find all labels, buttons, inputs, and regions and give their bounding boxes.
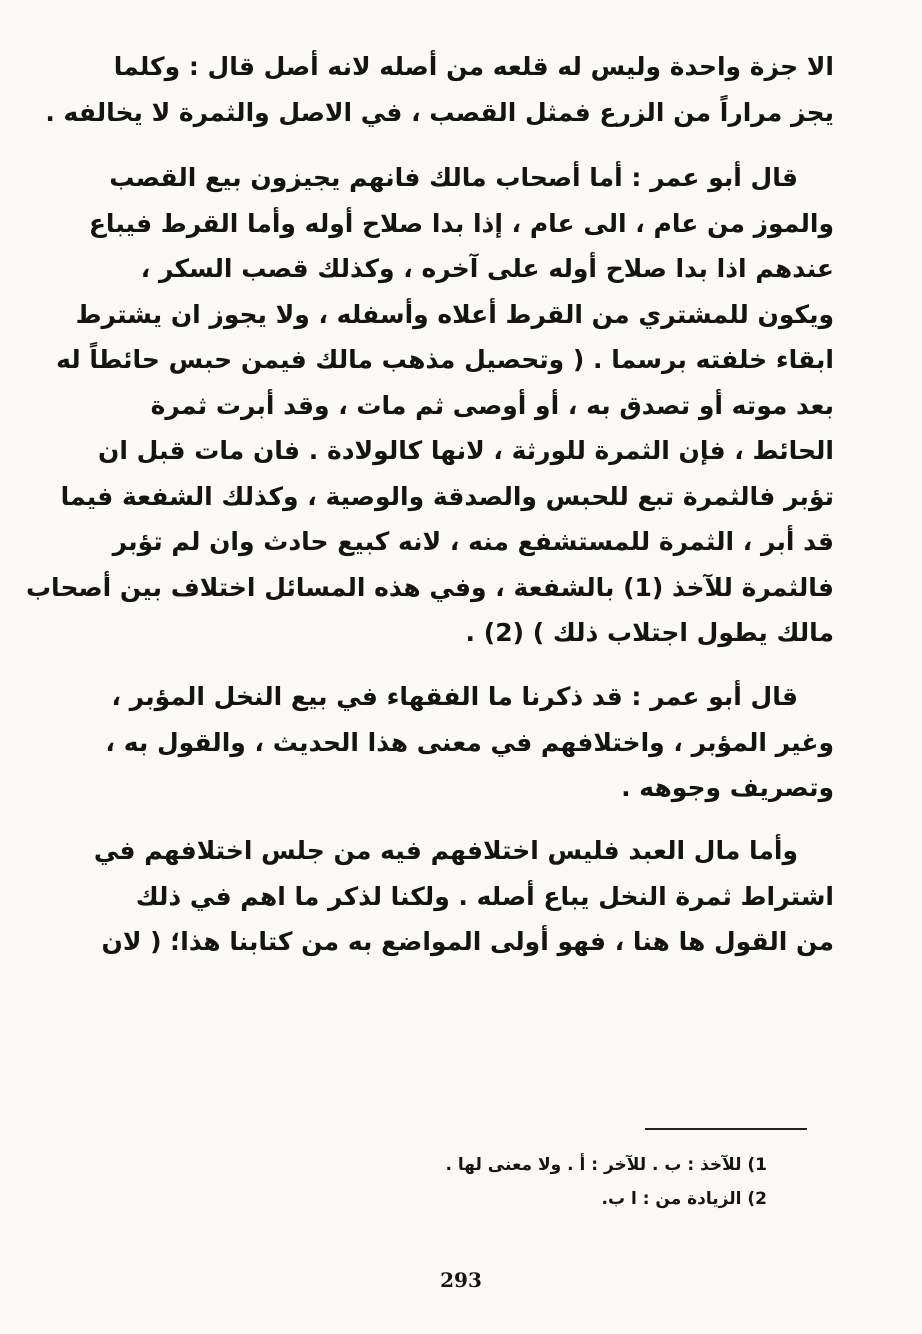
text-line: قال أبو عمر : قد ذكرنا ما الفقهاء في بيع النخل المؤبر ، xyxy=(111,682,798,711)
text-line: من القول ها هنا ، فهو أولى المواضع به من كتابنا هذا؛ ( لان xyxy=(101,927,834,956)
paragraph-3 xyxy=(105,674,834,811)
text-line: ويكون للمشتري من القرط أعلاه وأسفله ، ولا يجوز ان يشترط xyxy=(75,299,834,329)
text-line: الا جزة واحدة وليس له قلعه من أصله لانه أصل قال : وكلما xyxy=(113,52,834,81)
footnote-separator xyxy=(645,1128,807,1130)
paragraph-2 xyxy=(25,155,834,656)
text-line: وغير المؤبر ، واختلافهم في معنى هذا الحديث ، والقول به ، xyxy=(105,727,834,757)
paragraph-1 xyxy=(45,44,834,135)
text-line: قد أبر ، الثمرة للمستشفع منه ، لانه كبيع حادث وان لم تؤبر xyxy=(112,527,834,556)
text-line: الحائط ، فإن الثمرة للورثة ، لانها كالولادة . فان مات قبل ان xyxy=(98,436,834,465)
text-line: ابقاء خلفته برسما . ( وتحصيل مذهب مالك فيمن حبس حائطاً له xyxy=(56,345,834,374)
page-number: 293 xyxy=(440,1268,482,1292)
text-line: وأما مال العبد فليس اختلافهم فيه من جلس اختلافهم في xyxy=(93,836,798,865)
text-line: والموز من عام ، الى عام ، إذا بدا صلاح أوله وأما القرط فيباع xyxy=(88,208,834,238)
footnote-2: 2) الزيادة من : ا ب. xyxy=(601,1189,767,1209)
text-line: وتصريف وجوهه . xyxy=(621,773,834,802)
text-line: قال أبو عمر : أما أصحاب مالك فانهم يجيزون بيع القصب xyxy=(109,163,798,192)
text-line: يجز مراراً من الزرع فمثل القصب ، في الاصل والثمرة لا يخالفه . xyxy=(45,97,834,127)
footnotes xyxy=(446,1148,767,1216)
text-line: فالثمرة للآخذ (1) بالشفعة ، وفي هذه المسائل اختلاف بين أصحاب xyxy=(25,572,834,602)
text-line: اشتراط ثمرة النخل يباع أصله . ولكنا لذكر ما اهم في ذلك xyxy=(135,881,834,911)
text-line: تؤبر فالثمرة تبع للحبس والصدقة والوصية ، وكذلك الشفعة فيما xyxy=(60,481,834,511)
text-line: بعد موته أو تصدق به ، أو أوصى ثم مات ، وقد أبرت ثمرة xyxy=(150,390,834,420)
footnote-1: 1) للآخذ : ب . للآخر : أ . ولا معنى لها . xyxy=(445,1155,767,1175)
text-line: عندهم اذا بدا صلاح أوله على آخره ، وكذلك قصب السكر ، xyxy=(140,254,834,283)
text-line: مالك يطول اجتلاب ذلك ) (2) . xyxy=(465,618,834,647)
paragraph-4 xyxy=(93,828,834,965)
